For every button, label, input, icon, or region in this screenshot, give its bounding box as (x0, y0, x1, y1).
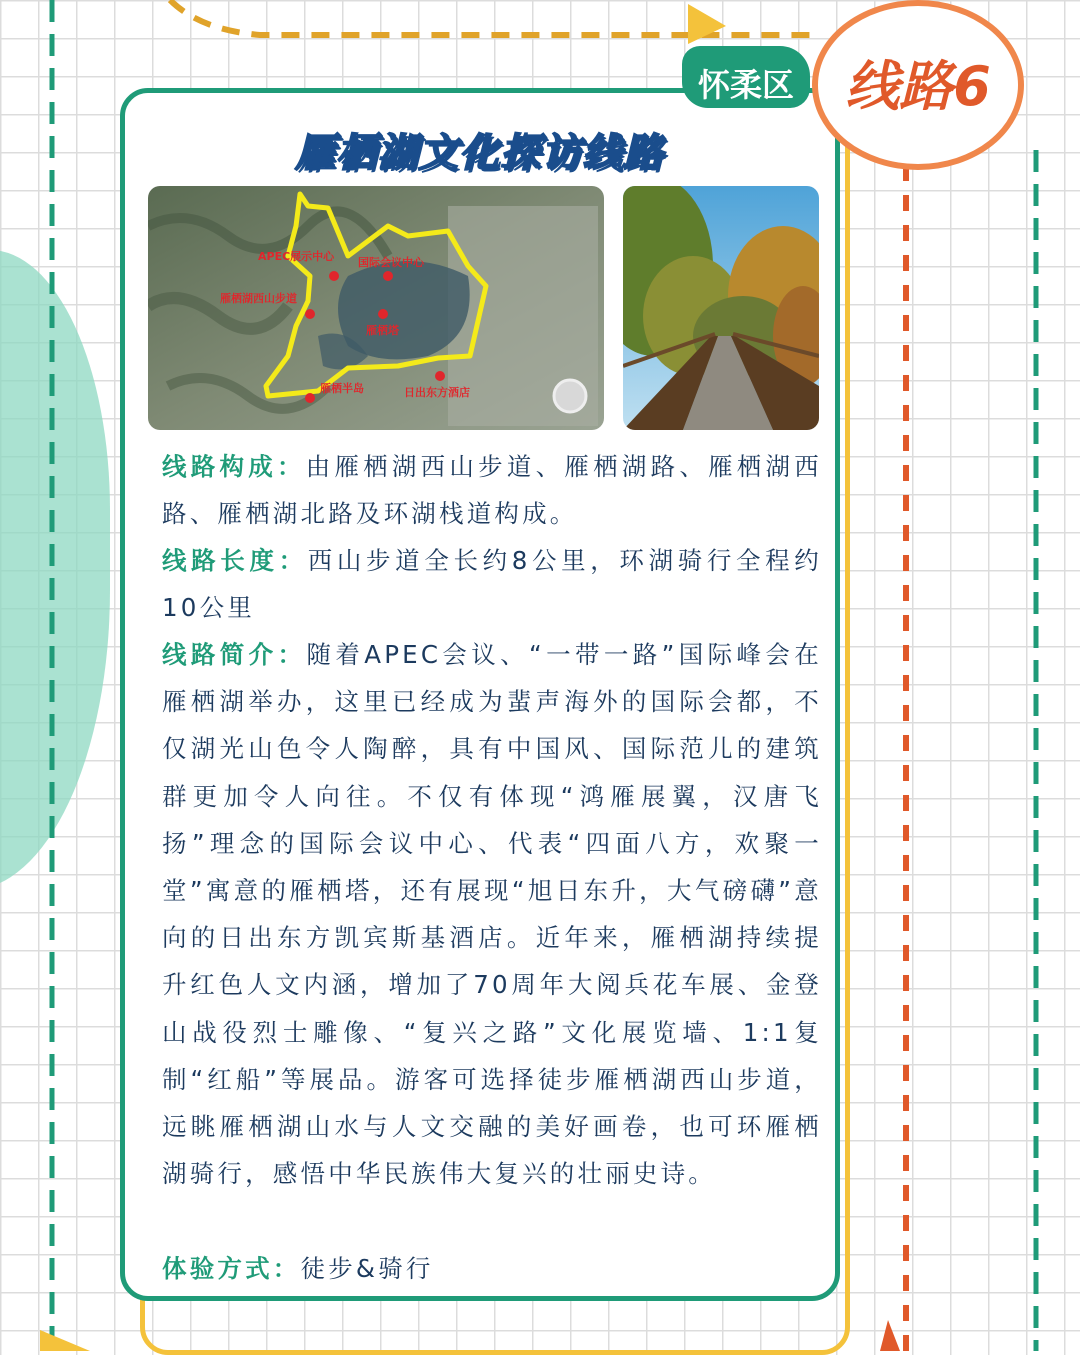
map-label: APEC展示中心 (258, 250, 335, 263)
route-badge-label: 线路6 (845, 55, 991, 118)
boardwalk-photo (623, 186, 819, 430)
map-label: 雁栖湖西山步道 (220, 292, 297, 305)
map-label: 国际会议中心 (358, 256, 424, 269)
map-label: 雁栖半岛 (320, 382, 364, 395)
intro-label: 线路简介： (162, 640, 307, 669)
map-label: 雁栖塔 (366, 324, 399, 337)
intro-section (162, 631, 822, 1197)
district-tag (682, 46, 810, 108)
length-text: 西山步道全长约8公里，环湖骑行全程约10公里 (162, 546, 823, 623)
experience-text: 徒步&骑行 (300, 1254, 434, 1283)
intro-text: 随着APEC会议、“一带一路”国际峰会在雁栖湖举办，这里已经成为蜚声海外的国际会都，不仅湖光山色令人陶醉，具有中国风、国际范儿的建筑群更加令人向往。不仅有体现“鸿雁展翼，汉唐飞扬”理念的国际会议中心、代表“四面八方，欢聚一堂”寓意的雁栖塔，还有展现“旭日东升，大气磅礴”意向的日出东方凯宾斯基酒店。近年来，雁栖湖持续提升红色人文内涵，增加了70周年大阅兵花车展、金登山战役烈士雕像、“复兴之路”文化展览墙、1:1复制“红船”等展品。游客可选择徒步雁栖湖西山步道，远眺雁栖湖山水与人文交融的美好画卷，也可环雁栖湖骑行，感悟中华民族伟大复兴的壮丽史诗。 (162, 640, 822, 1189)
length-label: 线路长度： (162, 546, 308, 575)
length-section (162, 537, 822, 631)
composition-section (162, 443, 822, 537)
experience-section (162, 1245, 822, 1292)
district-tag-label: 怀柔区 (697, 66, 794, 104)
composition-text: 由雁栖湖西山步道、雁栖湖路、雁栖湖西路、雁栖湖北路及环湖栈道构成。 (162, 452, 822, 529)
composition-label: 线路构成： (162, 452, 306, 481)
page-title: 雁栖湖文化探访线路 (295, 130, 665, 176)
experience-label: 体验方式： (162, 1254, 301, 1283)
route-badge (812, 0, 1024, 170)
map-label: 日出东方酒店 (404, 386, 470, 399)
route-map-image (148, 186, 604, 430)
